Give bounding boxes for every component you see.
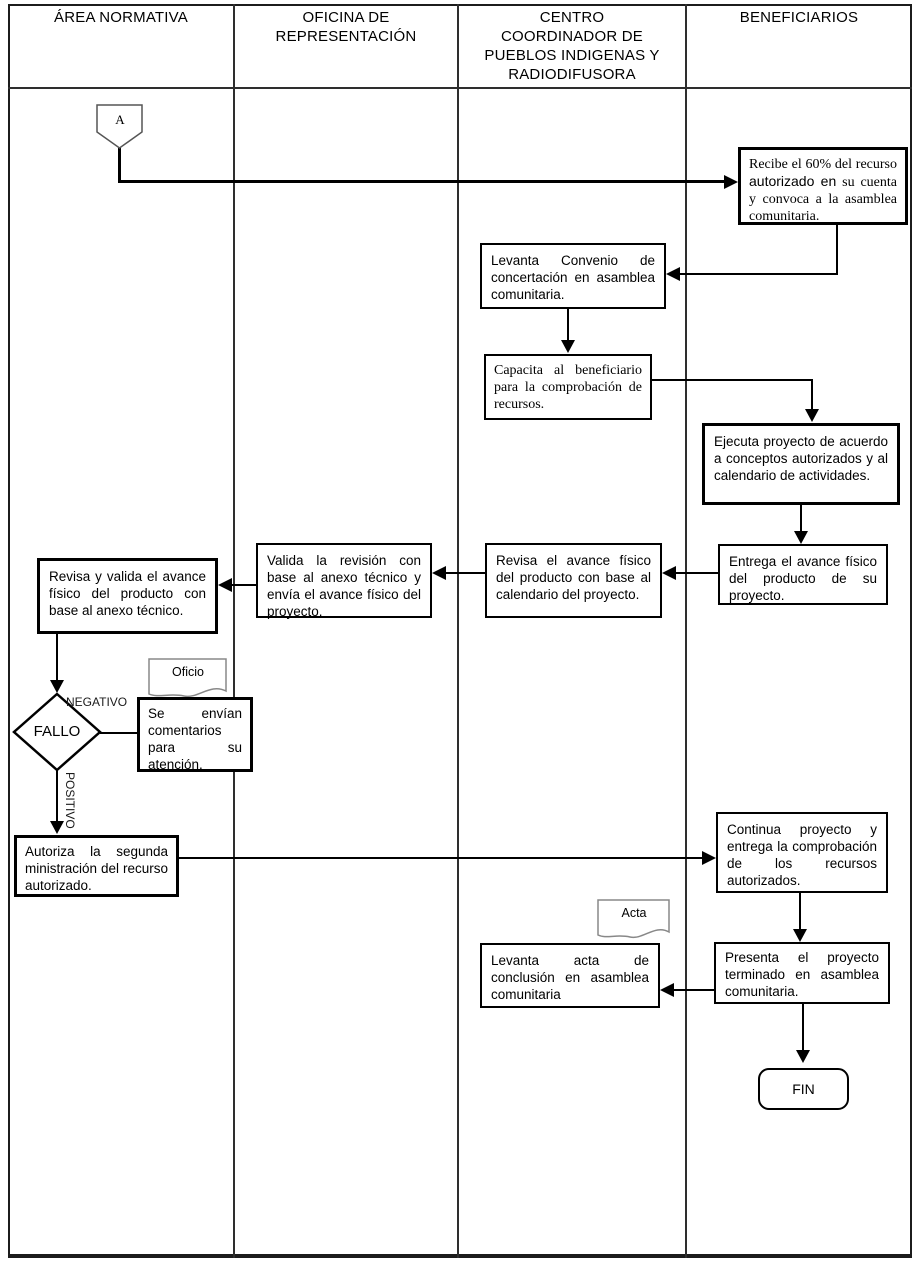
flow-line [567,309,569,341]
lane-header-centro: CENTRO COORDINADOR DE PUEBLOS INDIGENAS Y RADIODIFUSORA [484,9,660,83]
offpage-connector-label: A [115,112,125,127]
flow-line [56,768,58,822]
flow-line [799,893,801,930]
arrowhead-left [662,566,676,580]
lane-divider-1 [233,4,235,1258]
flow-line [100,732,137,734]
process-box-entrega-avance: Entrega el avance físico del producto de su proyecto. [718,544,888,605]
lane-divider-3 [685,4,687,1258]
flow-line [678,273,838,275]
terminator-fin: FIN [758,1068,849,1110]
flow-line [836,222,838,275]
arrowhead-right [702,851,716,865]
flow-line [230,584,256,586]
flow-line [674,572,718,574]
process-box-continua-proyecto: Continua proyecto y entrega la comprobación de los recursos autorizados. [716,812,888,893]
process-box-recibe-recurso [738,147,908,225]
process-box-levanta-acta: Levanta acta de conclusión en asamblea comunitaria [480,943,660,1008]
flow-line [672,989,714,991]
flow-line [179,857,704,859]
branch-label-positivo: POSITIVO [63,772,77,829]
process-text: autorizado en [749,173,837,189]
lane-header-beneficiarios: BENEFICIARIOS [739,9,859,26]
process-box-ejecuta-proyecto: Ejecuta proyecto de acuerdo a conceptos autorizados y al calendario de actividades. [702,423,900,505]
arrowhead-right [724,175,738,189]
document-label-acta: Acta [621,906,647,920]
arrowhead-down [561,340,575,353]
process-text: su cuenta y convoca a la asamblea comunitaria. [749,175,897,224]
process-box-revisa-avance: Revisa el avance físico del producto con base al calendario del proyecto. [485,543,662,618]
flow-line [118,180,726,183]
arrowhead-left [666,267,680,281]
process-box-capacita: Capacita al beneficiario para la comprobación de recursos. [484,354,652,420]
arrowhead-down [794,531,808,544]
flow-line [802,1004,804,1051]
arrowhead-left [218,578,232,592]
document-label-oficio: Oficio [172,665,204,679]
flow-line [811,379,813,410]
arrowhead-left [660,983,674,997]
arrowhead-down [805,409,819,422]
flow-line [800,504,802,532]
process-box-se-envian: Se envían comentarios para su atención. [137,697,253,772]
arrowhead-down [50,821,64,834]
branch-label-negativo: NEGATIVO [66,695,128,709]
process-text: Recibe el 60% del recurso [749,157,897,172]
lane-divider-2 [457,4,459,1258]
arrowhead-left [432,566,446,580]
flow-line [444,572,485,574]
process-box-autoriza: Autoriza la segunda ministración del recurso autorizado. [14,835,179,897]
process-box-levanta-convenio: Levanta Convenio de concertación en asamblea comunitaria. [480,243,666,309]
header-divider [8,87,912,89]
decision-label: FALLO [33,723,81,740]
arrowhead-down [793,929,807,942]
flow-line [652,379,813,381]
process-box-revisa-valida: Revisa y valida el avance físico del producto con base al anexo técnico. [37,558,218,634]
process-box-presenta-proyecto: Presenta el proyecto terminado en asamblea comunitaria. [714,942,890,1004]
lane-header-oficina: OFICINA DE REPRESENTACIÓN [275,9,417,45]
flow-line [118,148,121,182]
arrowhead-down [796,1050,810,1063]
process-box-valida-revision: Valida la revisión con base al anexo técnico y envía el avance físico del proyecto. [256,543,432,618]
lane-header-area-normativa: ÁREA NORMATIVA [54,9,188,26]
flow-line [56,634,58,681]
